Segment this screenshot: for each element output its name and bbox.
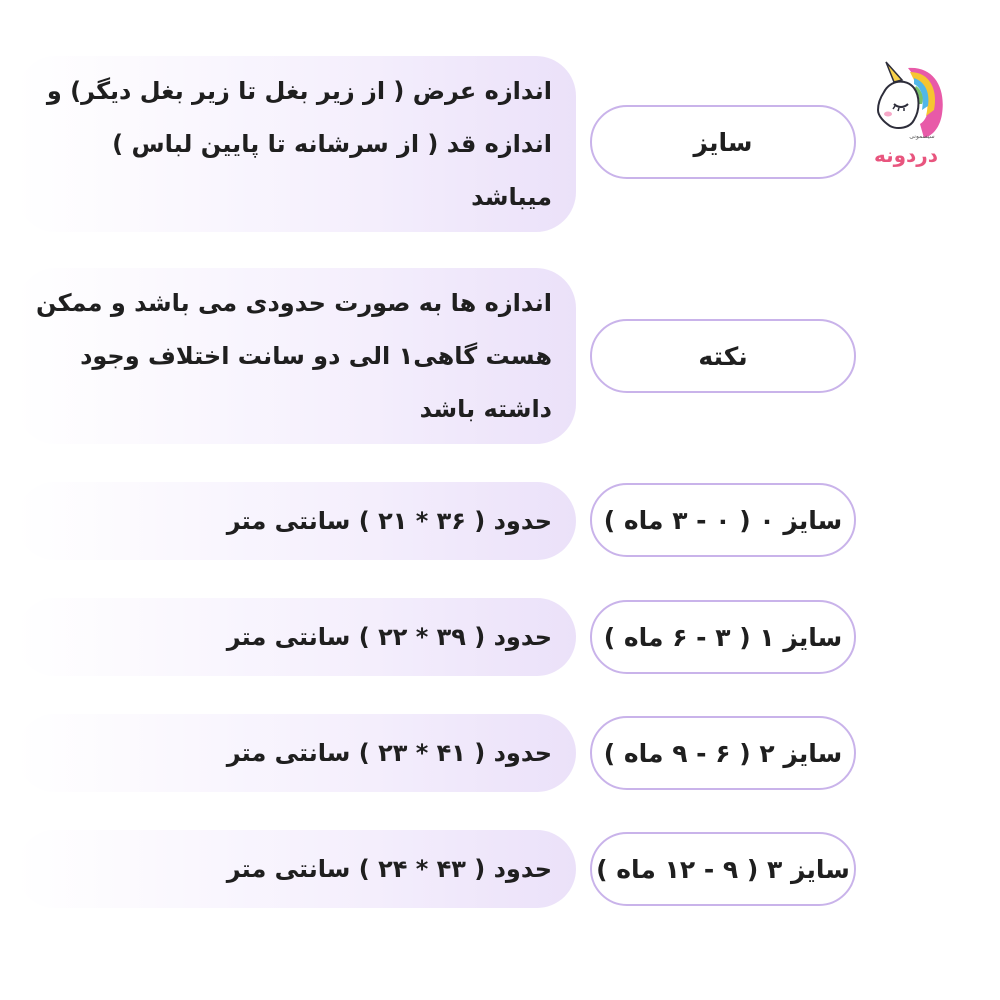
value-text: اندازه عرض ( از زیر بغل تا زیر بغل دیگر) و اندازه قد ( از سرشانه تا پایین لباس ) میباشد [46, 76, 552, 211]
value-text: اندازه ها به صورت حدودی می باشد و ممکن هست گاهی۱ الی دو سانت اختلاف وجود داشته باشد [36, 288, 552, 423]
label-pill [590, 832, 856, 906]
label-pill [590, 105, 856, 179]
label-pill [590, 483, 856, 557]
value-box [16, 482, 576, 560]
unicorn-logo-icon [864, 58, 948, 168]
value-text: حدود ( ۴۱ * ۲۳ ) سانتی متر [226, 739, 552, 767]
logo-caption: سیسمونی [909, 133, 935, 140]
label-text: سایز ۱ ( ۳ - ۶ ماه ) [603, 622, 843, 652]
value-text: حدود ( ۳۹ * ۲۲ ) سانتی متر [226, 623, 552, 651]
label-text: سایز ۲ ( ۶ - ۹ ماه ) [603, 738, 843, 768]
value-box [16, 830, 576, 908]
label-text: سایز ۳ ( ۹ - ۱۲ ماه ) [596, 854, 850, 884]
value-box [16, 268, 576, 444]
label-pill [590, 716, 856, 790]
label-text: نکته [698, 341, 748, 371]
label-pill [590, 319, 856, 393]
value-box [16, 598, 576, 676]
label-text: سایز [693, 127, 753, 157]
value-box [16, 714, 576, 792]
label-pill [590, 600, 856, 674]
value-box [16, 56, 576, 232]
value-text: حدود ( ۴۳ * ۲۴ ) سانتی متر [226, 855, 552, 883]
logo-text: دردونه [873, 143, 939, 167]
value-text: حدود ( ۳۶ * ۲۱ ) سانتی متر [226, 507, 552, 535]
label-text: سایز ۰ ( ۰ - ۳ ماه ) [603, 505, 843, 535]
